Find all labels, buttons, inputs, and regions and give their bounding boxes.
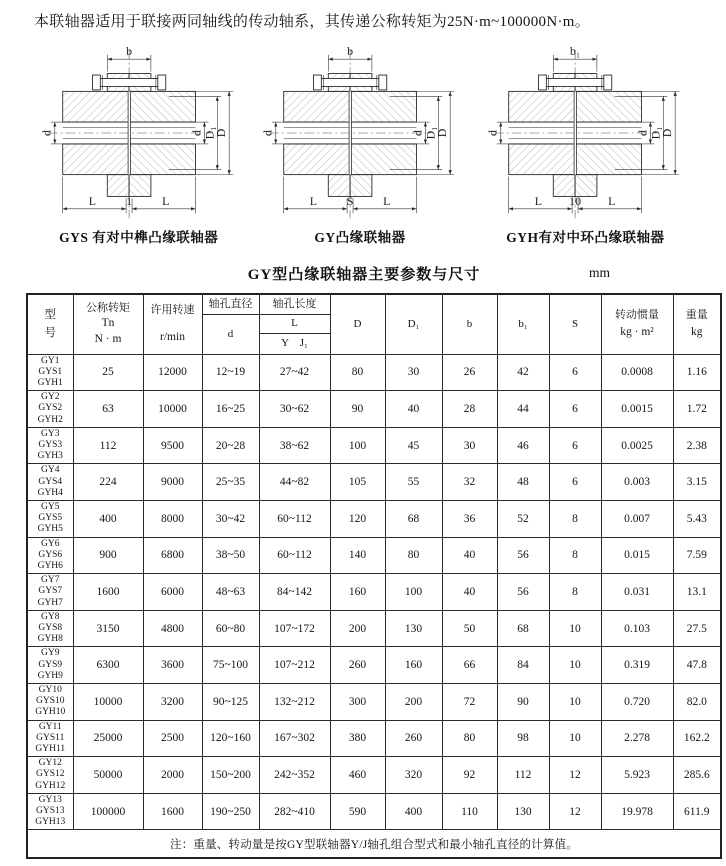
value-cell: 282~410 (259, 793, 330, 830)
value-cell: 150~200 (202, 757, 259, 794)
col-header-S: S (549, 294, 601, 354)
model-cell: GY3 GYS3 GYH3 (27, 427, 73, 464)
col-header-model: 型号 (27, 294, 73, 354)
value-cell: 3600 (143, 647, 202, 684)
table-row (27, 683, 721, 720)
value-cell: 100 (330, 427, 385, 464)
dim-label-d-left: d (260, 130, 275, 136)
dim-label-d-left: d (485, 130, 500, 136)
flange-joint (574, 91, 577, 174)
value-cell: 25~35 (202, 464, 259, 501)
value-cell: 50000 (73, 757, 143, 794)
value-cell: 27.5 (673, 610, 721, 647)
col-header-b1: b₁ (497, 294, 549, 354)
diagram-gyh-drawing-slot (471, 43, 700, 224)
coupling-body-right (129, 74, 195, 197)
value-cell: 90 (497, 683, 549, 720)
value-cell: 45 (385, 427, 442, 464)
col-header-bore-len: 轴孔长度 (259, 294, 330, 314)
dim-label-d1: D₁ (648, 126, 663, 140)
value-cell: 112 (497, 757, 549, 794)
diagram-gys-drawing-slot (28, 43, 249, 224)
col-header-D: D (330, 294, 385, 354)
value-cell: 84 (497, 647, 549, 684)
value-cell: 190~250 (202, 793, 259, 830)
value-cell: 6 (549, 391, 601, 428)
value-cell: 1.72 (673, 391, 721, 428)
value-cell: 6 (549, 427, 601, 464)
value-cell: 100000 (73, 793, 143, 830)
value-cell: 105 (330, 464, 385, 501)
value-cell: 0.007 (601, 500, 673, 537)
value-cell: 20~28 (202, 427, 259, 464)
diagram-row (26, 43, 702, 249)
value-cell: 300 (330, 683, 385, 720)
value-cell: 68 (497, 610, 549, 647)
value-cell: 8 (549, 574, 601, 611)
value-cell: 12000 (143, 354, 202, 391)
table-row (27, 391, 721, 428)
col-header-torque: 公称转矩 Tn N · m (73, 294, 143, 354)
value-cell: 48 (497, 464, 549, 501)
coupling-body-left (62, 74, 128, 197)
col-header-bore-dia: 轴孔直径 (202, 294, 259, 314)
value-cell: 80 (442, 720, 497, 757)
value-cell: 0.720 (601, 683, 673, 720)
value-cell: 2000 (143, 757, 202, 794)
value-cell: 2.278 (601, 720, 673, 757)
value-cell: 66 (442, 647, 497, 684)
flange-joint (349, 91, 352, 174)
value-cell: 9000 (143, 464, 202, 501)
value-cell: 26 (442, 354, 497, 391)
coupling-drawing (251, 43, 469, 224)
value-cell: 160 (330, 574, 385, 611)
diagram-caption-gyh: GYH有对中环凸缘联轴器 (506, 230, 665, 245)
coupling-diagram-gyh (471, 43, 700, 249)
col-header-D1: D₁ (385, 294, 442, 354)
value-cell: 200 (385, 683, 442, 720)
value-cell: 10000 (143, 391, 202, 428)
table-title: GY型凸缘联轴器主要参数与尺寸 (247, 267, 481, 283)
dim-label-d1: D₁ (423, 126, 438, 140)
value-cell: 25000 (73, 720, 143, 757)
value-cell: 1600 (143, 793, 202, 830)
dim-label-b: b₁ (570, 44, 581, 59)
value-cell: 19.978 (601, 793, 673, 830)
dim-label-b: b (347, 44, 354, 59)
model-cell: GY7 GYS7 GYH7 (27, 574, 73, 611)
value-cell: 0.0025 (601, 427, 673, 464)
value-cell: 130 (385, 610, 442, 647)
dim-label-d-right: d (635, 130, 650, 136)
value-cell: 12~19 (202, 354, 259, 391)
value-cell: 12 (549, 757, 601, 794)
value-cell: 6300 (73, 647, 143, 684)
value-cell: 132~212 (259, 683, 330, 720)
value-cell: 98 (497, 720, 549, 757)
value-cell: 0.319 (601, 647, 673, 684)
value-cell: 260 (385, 720, 442, 757)
value-cell: 10 (549, 720, 601, 757)
value-cell: 107~172 (259, 610, 330, 647)
table-row (27, 427, 721, 464)
intro-text: 本联轴器适用于联接两同轴线的传动轴系，其传递公称转矩为25N·m~100000N·m。 (34, 14, 591, 30)
value-cell: 52 (497, 500, 549, 537)
value-cell: 1600 (73, 574, 143, 611)
dim-label-L-left: L (88, 193, 96, 208)
value-cell: 56 (497, 537, 549, 574)
dim-label-d-left: d (38, 130, 53, 136)
value-cell: 46 (497, 427, 549, 464)
col-header-weight: 重量 kg (673, 294, 721, 354)
coupling-body-right (575, 74, 641, 197)
coupling-diagram-gys (28, 43, 249, 249)
coupling-diagram-gy (249, 43, 470, 249)
value-cell: 13.1 (673, 574, 721, 611)
value-cell: 9500 (143, 427, 202, 464)
value-cell: 5.923 (601, 757, 673, 794)
value-cell: 92 (442, 757, 497, 794)
table-row (27, 354, 721, 391)
dim-label-L-right: L (161, 193, 170, 208)
value-cell: 12 (549, 793, 601, 830)
value-cell: 42 (497, 354, 549, 391)
value-cell: 25 (73, 354, 143, 391)
value-cell: 4800 (143, 610, 202, 647)
model-cell: GY11 GYS11 GYH11 (27, 720, 73, 757)
value-cell: 160 (385, 647, 442, 684)
value-cell: 56 (497, 574, 549, 611)
value-cell: 120~160 (202, 720, 259, 757)
dim-label-D: D (435, 128, 450, 138)
value-cell: 10000 (73, 683, 143, 720)
value-cell: 242~352 (259, 757, 330, 794)
value-cell: 8000 (143, 500, 202, 537)
diagram-gy-drawing-slot (249, 43, 470, 224)
dim-label-L-right: L (608, 193, 616, 208)
value-cell: 30~42 (202, 500, 259, 537)
table-row (27, 793, 721, 830)
dim-label-gap: S (346, 193, 354, 208)
value-cell: 400 (73, 500, 143, 537)
model-cell: GY12 GYS12 GYH12 (27, 757, 73, 794)
value-cell: 30~62 (259, 391, 330, 428)
value-cell: 900 (73, 537, 143, 574)
model-cell: GY6 GYS6 GYH6 (27, 537, 73, 574)
parameters-table (26, 293, 722, 859)
value-cell: 6 (549, 354, 601, 391)
flange-joint (127, 91, 130, 174)
model-cell: GY13 GYS13 GYH13 (27, 793, 73, 830)
value-cell: 48~63 (202, 574, 259, 611)
value-cell: 167~302 (259, 720, 330, 757)
value-cell: 30 (385, 354, 442, 391)
value-cell: 40 (385, 391, 442, 428)
table-title-row (26, 263, 702, 289)
value-cell: 10 (549, 610, 601, 647)
dim-label-gap: 1 (125, 193, 132, 208)
value-cell: 112 (73, 427, 143, 464)
table-note: 注：重量、转动量是按GY型联轴器Y/J轴孔组合型式和最小轴孔直径的计算值。 (27, 830, 721, 858)
value-cell: 60~80 (202, 610, 259, 647)
col-header-YJ1: Y J₁ (259, 333, 330, 354)
value-cell: 55 (385, 464, 442, 501)
dim-label-d-right: d (410, 130, 425, 136)
model-cell: GY1 GYS1 GYH1 (27, 354, 73, 391)
value-cell: 7.59 (673, 537, 721, 574)
dim-label-L-left: L (535, 193, 543, 208)
dim-label-b: b (125, 44, 132, 59)
value-cell: 0.031 (601, 574, 673, 611)
value-cell: 380 (330, 720, 385, 757)
value-cell: 40 (442, 574, 497, 611)
value-cell: 28 (442, 391, 497, 428)
value-cell: 44 (497, 391, 549, 428)
col-header-inertia: 转动惯量 kg · m² (601, 294, 673, 354)
value-cell: 82.0 (673, 683, 721, 720)
table-row (27, 574, 721, 611)
value-cell: 6000 (143, 574, 202, 611)
value-cell: 68 (385, 500, 442, 537)
dim-label-L-right: L (383, 193, 391, 208)
dim-label-D: D (660, 128, 675, 138)
value-cell: 75~100 (202, 647, 259, 684)
diagram-caption-gy: GY凸缘联轴器 (314, 230, 406, 245)
value-cell: 0.0008 (601, 354, 673, 391)
value-cell: 320 (385, 757, 442, 794)
value-cell: 80 (385, 537, 442, 574)
col-header-d: d (202, 314, 259, 354)
value-cell: 8 (549, 500, 601, 537)
value-cell: 63 (73, 391, 143, 428)
value-cell: 3200 (143, 683, 202, 720)
col-header-b: b (442, 294, 497, 354)
value-cell: 260 (330, 647, 385, 684)
table-header (27, 294, 721, 354)
table-row (27, 500, 721, 537)
value-cell: 90~125 (202, 683, 259, 720)
value-cell: 3.15 (673, 464, 721, 501)
value-cell: 38~50 (202, 537, 259, 574)
value-cell: 60~112 (259, 500, 330, 537)
model-cell: GY8 GYS8 GYH8 (27, 610, 73, 647)
table-row (27, 720, 721, 757)
col-header-speed: 许用转速 r/min (143, 294, 202, 354)
value-cell: 140 (330, 537, 385, 574)
value-cell: 50 (442, 610, 497, 647)
value-cell: 30 (442, 427, 497, 464)
value-cell: 200 (330, 610, 385, 647)
table-body (27, 354, 721, 830)
value-cell: 8 (549, 537, 601, 574)
value-cell: 6 (549, 464, 601, 501)
value-cell: 162.2 (673, 720, 721, 757)
model-cell: GY9 GYS9 GYH9 (27, 647, 73, 684)
value-cell: 60~112 (259, 537, 330, 574)
value-cell: 0.015 (601, 537, 673, 574)
value-cell: 44~82 (259, 464, 330, 501)
value-cell: 2.38 (673, 427, 721, 464)
model-cell: GY2 GYS2 GYH2 (27, 391, 73, 428)
value-cell: 460 (330, 757, 385, 794)
value-cell: 2500 (143, 720, 202, 757)
value-cell: 38~62 (259, 427, 330, 464)
value-cell: 5.43 (673, 500, 721, 537)
coupling-drawing (30, 43, 248, 224)
value-cell: 285.6 (673, 757, 721, 794)
value-cell: 84~142 (259, 574, 330, 611)
value-cell: 3150 (73, 610, 143, 647)
value-cell: 10 (549, 683, 601, 720)
dim-label-L-left: L (309, 193, 318, 208)
value-cell: 80 (330, 354, 385, 391)
coupling-body-left (509, 74, 575, 197)
value-cell: 40 (442, 537, 497, 574)
col-header-L: L (259, 314, 330, 333)
table-unit-label: mm (588, 265, 610, 280)
value-cell: 590 (330, 793, 385, 830)
value-cell: 100 (385, 574, 442, 611)
value-cell: 107~212 (259, 647, 330, 684)
model-cell: GY4 GYS4 GYH4 (27, 464, 73, 501)
model-cell: GY10 GYS10 GYH10 (27, 683, 73, 720)
value-cell: 10 (549, 647, 601, 684)
diagram-caption-gys: GYS 有对中榫凸缘联轴器 (59, 230, 219, 245)
model-cell: GY5 GYS5 GYH5 (27, 500, 73, 537)
value-cell: 72 (442, 683, 497, 720)
dim-label-D: D (213, 128, 228, 138)
coupling-body-left (284, 74, 350, 197)
value-cell: 1.16 (673, 354, 721, 391)
value-cell: 0.0015 (601, 391, 673, 428)
coupling-body-right (350, 74, 416, 197)
coupling-drawing (476, 43, 694, 224)
table-row (27, 647, 721, 684)
value-cell: 27~42 (259, 354, 330, 391)
value-cell: 32 (442, 464, 497, 501)
value-cell: 130 (497, 793, 549, 830)
value-cell: 224 (73, 464, 143, 501)
value-cell: 47.8 (673, 647, 721, 684)
value-cell: 611.9 (673, 793, 721, 830)
value-cell: 16~25 (202, 391, 259, 428)
value-cell: 400 (385, 793, 442, 830)
value-cell: 90 (330, 391, 385, 428)
value-cell: 0.103 (601, 610, 673, 647)
table-row (27, 610, 721, 647)
value-cell: 0.003 (601, 464, 673, 501)
table-row (27, 537, 721, 574)
value-cell: 6800 (143, 537, 202, 574)
table-row (27, 757, 721, 794)
dim-label-d1: D₁ (201, 126, 216, 140)
value-cell: 120 (330, 500, 385, 537)
dim-label-d-right: d (189, 130, 204, 136)
table-row (27, 464, 721, 501)
value-cell: 110 (442, 793, 497, 830)
dim-label-gap: 10 (569, 193, 582, 208)
value-cell: 36 (442, 500, 497, 537)
